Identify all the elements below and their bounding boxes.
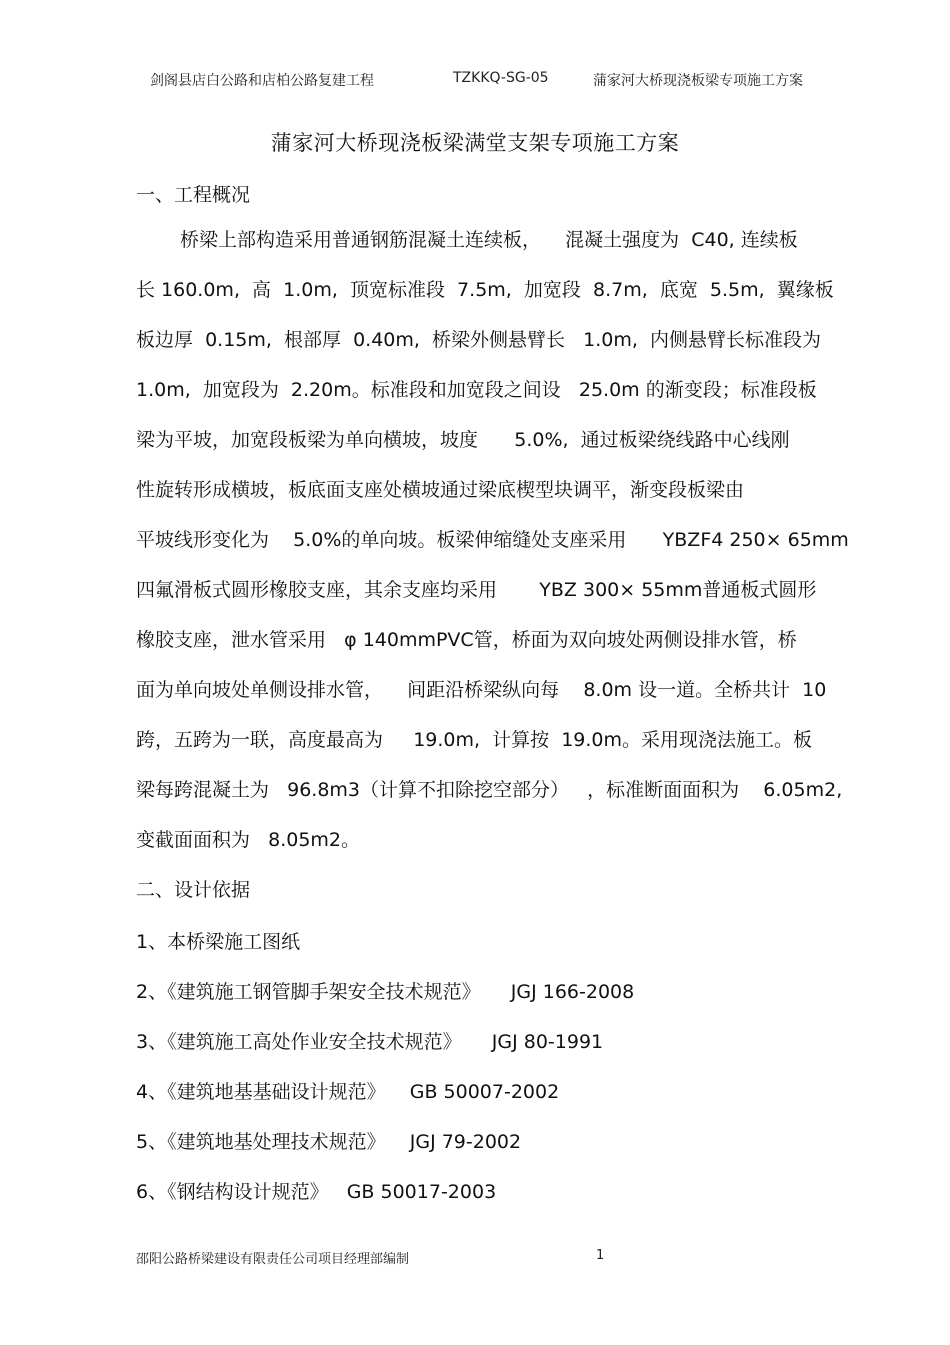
section-heading-overview: 一、工程概况	[136, 184, 251, 206]
header-document-short-title: 蒲家河大桥现浇板梁专项施工方案	[593, 73, 803, 89]
design-basis-item: 4、《建筑地基基础设计规范》 GB 50007-2002	[136, 1081, 560, 1103]
overview-line: 平坡线形变化为 5.0%的单向坡。板梁伸缩缝处支座采用 YBZF4 250× 65mm	[136, 529, 849, 551]
design-basis-item: 5、《建筑地基处理技术规范》 JGJ 79-2002	[136, 1131, 522, 1153]
page-number: 1	[596, 1248, 605, 1263]
design-basis-item: 2、《建筑施工钢管脚手架安全技术规范》 JGJ 166-2008	[136, 981, 635, 1003]
design-basis-item: 1、本桥梁施工图纸	[136, 931, 301, 953]
design-basis-item: 6、《钢结构设计规范》 GB 50017-2003	[136, 1181, 497, 1203]
overview-line: 四氟滑板式圆形橡胶支座，其余支座均采用 YBZ 300× 55mm普通板式圆形	[136, 579, 817, 601]
document-title: 蒲家河大桥现浇板梁满堂支架专项施工方案	[270, 131, 680, 155]
overview-line: 面为单向坡处单侧设排水管， 间距沿桥梁纵向每 8.0m 设一道。全桥共计 10	[136, 679, 827, 701]
overview-line: 变截面面积为 8.05m2。	[136, 829, 361, 851]
overview-line: 性旋转形成横坡，板底面支座处横坡通过梁底楔型块调平，渐变段板梁由	[136, 479, 745, 501]
design-basis-item: 3、《建筑施工高处作业安全技术规范》 JGJ 80-1991	[136, 1031, 604, 1053]
overview-line: 1.0m, 加宽段为 2.20m。标准段和加宽段之间设 25.0m 的渐变段；标准段板	[136, 379, 817, 401]
header-project-name: 剑阁县店白公路和店柏公路复建工程	[150, 73, 374, 89]
section-heading-design-basis: 二、设计依据	[136, 879, 251, 901]
footer-company: 邵阳公路桥梁建设有限责任公司项目经理部编制	[136, 1252, 410, 1267]
overview-line: 跨，五跨为一联，高度最高为 19.0m, 计算按 19.0m。采用现浇法施工。板	[136, 729, 813, 751]
running-footer	[0, 1248, 950, 1268]
running-header	[0, 70, 950, 92]
overview-line: 桥梁上部构造采用普通钢筋混凝土连续板， 混凝土强度为 C40, 连续板	[180, 229, 798, 251]
overview-line: 梁每跨混凝土为 96.8m3（计算不扣除挖空部分） ，标准断面面积为 6.05m2,	[136, 779, 843, 801]
overview-line: 橡胶支座，泄水管采用 φ 140mmPVC管，桥面为双向坡处两侧设排水管，桥	[136, 629, 797, 651]
overview-line: 板边厚 0.15m, 根部厚 0.40m, 桥梁外侧悬臂长 1.0m, 内侧悬臂长标准段为	[136, 329, 821, 351]
header-document-code: TZKKQ-SG-05	[453, 70, 549, 86]
overview-line: 长 160.0m, 高 1.0m, 顶宽标准段 7.5m, 加宽段 8.7m, 底宽 5.5m, 翼缘板	[136, 279, 834, 301]
overview-line: 梁为平坡，加宽段板梁为单向横坡，坡度 5.0%, 通过板梁绕线路中心线刚	[136, 429, 790, 451]
